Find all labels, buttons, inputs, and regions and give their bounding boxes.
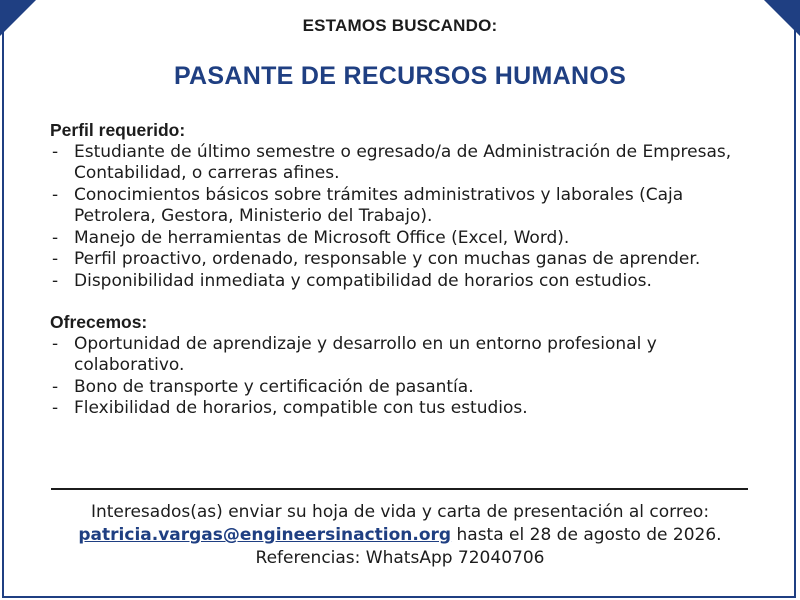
list-item	[50, 271, 760, 293]
header-label: ESTAMOS BUSCANDO:	[302, 16, 498, 35]
contact-footer	[0, 501, 800, 570]
list-dash: -	[52, 398, 59, 418]
offer-item-text: Flexibilidad de horarios, compatible con tus estudios.	[74, 398, 528, 418]
list-item	[50, 334, 760, 377]
job-details	[50, 120, 760, 420]
list-dash: -	[52, 184, 59, 205]
list-item	[50, 228, 760, 250]
profile-item-text: Conocimientos básicos sobre trámites administrativos y laborales (Caja Petrolera, Gestora, Ministerio del Trabajo).	[74, 184, 684, 226]
list-item	[50, 185, 760, 228]
deadline-text: hasta el 28 de agosto de 2026.	[451, 525, 722, 545]
footer-divider	[51, 488, 748, 490]
list-dash: -	[52, 376, 59, 397]
list-item	[50, 142, 760, 185]
profile-item-text: Manejo de herramientas de Microsoft Office (Excel, Word).	[74, 227, 570, 248]
profile-item-text: Disponibilidad inmediata y compatibilidad de horarios con estudios.	[74, 270, 652, 291]
offer-list	[50, 334, 760, 420]
job-title: PASANTE DE RECURSOS HUMANOS	[173, 62, 627, 90]
list-dash: -	[52, 227, 59, 248]
offer-item-text: Bono de transporte y certificación de pasantía.	[74, 376, 474, 397]
contact-email-line	[0, 524, 800, 547]
profile-item-text: Perfil proactivo, ordenado, responsable y con muchas ganas de aprender.	[74, 249, 701, 269]
offer-heading: Ofrecemos:	[50, 312, 148, 332]
list-item	[50, 398, 760, 420]
profile-heading: Perfil requerido:	[50, 120, 186, 140]
offer-item-text: Oportunidad de aprendizaje y desarrollo en un entorno profesional y colaborativo.	[74, 333, 657, 375]
list-item	[50, 377, 760, 399]
references-text: Referencias: WhatsApp 72040706	[255, 548, 545, 568]
list-dash: -	[52, 270, 59, 291]
list-dash: -	[52, 141, 59, 162]
profile-item-text: Estudiante de último semestre o egresado/a de Administración de Empresas, Contabilidad, o carreras afines.	[74, 141, 732, 183]
list-dash: -	[52, 249, 59, 269]
contact-instructions: Interesados(as) enviar su hoja de vida y carta de presentación al correo:	[90, 502, 710, 522]
profile-list	[50, 142, 760, 293]
email-link[interactable]: patricia.vargas@engineersinaction.org	[78, 525, 452, 545]
list-item	[50, 249, 760, 271]
list-dash: -	[52, 333, 59, 354]
